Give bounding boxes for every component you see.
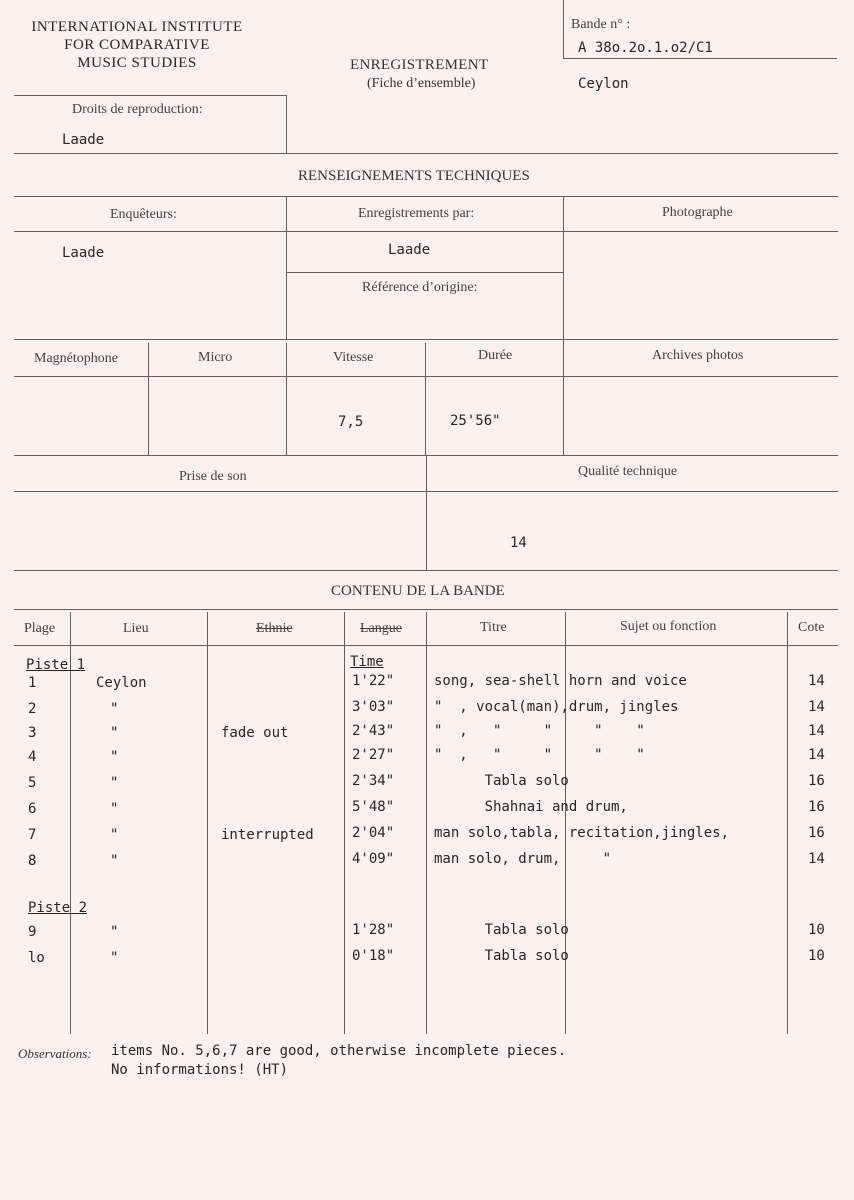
track-ethnie: fade out bbox=[221, 725, 289, 741]
track-time: 2'43" bbox=[352, 723, 395, 739]
institute-line-1: INTERNATIONAL INSTITUTE bbox=[31, 19, 243, 35]
track-lieu: " bbox=[110, 827, 119, 843]
form-title: ENREGISTREMENT bbox=[350, 57, 489, 73]
form-subtitle: (Fiche d’ensemble) bbox=[367, 76, 476, 91]
col-lieu: Lieu bbox=[123, 621, 149, 636]
track-lieu: " bbox=[110, 749, 119, 765]
track-lieu: " bbox=[110, 950, 119, 966]
vitesse-label: Vitesse bbox=[333, 350, 374, 365]
prise-label: Prise de son bbox=[179, 469, 247, 484]
track-ethnie: interrupted bbox=[221, 827, 314, 843]
track-plage: 8 bbox=[28, 853, 37, 869]
qualite-value: 14 bbox=[510, 535, 527, 551]
track-desc: " , " " " " bbox=[434, 723, 645, 739]
track-plage: 1 bbox=[28, 675, 37, 691]
track-cote: 16 bbox=[808, 825, 825, 841]
bande-label: Bande n° : bbox=[571, 17, 631, 32]
track-time: 2'27" bbox=[352, 747, 395, 763]
col-langue: Langue bbox=[360, 621, 402, 636]
col-plage: Plage bbox=[24, 621, 56, 636]
enqueteurs-label: Enquêteurs: bbox=[110, 207, 177, 222]
track-time: 4'09" bbox=[352, 851, 395, 867]
track-lieu: Ceylon bbox=[96, 675, 147, 691]
track-plage: 5 bbox=[28, 775, 37, 791]
track-time: 3'03" bbox=[352, 699, 395, 715]
archives-label: Archives photos bbox=[652, 348, 744, 363]
track-desc: song, sea-shell horn and voice bbox=[434, 673, 687, 689]
track-desc: Tabla solo bbox=[434, 948, 569, 964]
track-lieu: " bbox=[110, 924, 119, 940]
rights-label: Droits de reproduction: bbox=[72, 102, 203, 117]
track-lieu: " bbox=[110, 725, 119, 741]
track-time: 2'04" bbox=[352, 825, 395, 841]
track-plage: 6 bbox=[28, 801, 37, 817]
track-cote: 14 bbox=[808, 699, 825, 715]
magnetophone-label: Magnétophone bbox=[34, 351, 118, 366]
institute-name bbox=[8, 18, 266, 72]
track-cote: 14 bbox=[808, 673, 825, 689]
rights-value: Laade bbox=[62, 132, 105, 148]
col-ethnie: Ethnie bbox=[256, 621, 293, 636]
track-plage: 7 bbox=[28, 827, 37, 843]
track-cote: 10 bbox=[808, 948, 825, 964]
enregistrements-value: Laade bbox=[388, 242, 431, 258]
track-cote: 14 bbox=[808, 723, 825, 739]
track-time: 5'48" bbox=[352, 799, 395, 815]
track-cote: 16 bbox=[808, 773, 825, 789]
track-desc: " , vocal(man),drum, jingles bbox=[434, 699, 679, 715]
reference-label: Référence d’origine: bbox=[362, 280, 478, 295]
col-cote: Cote bbox=[798, 620, 825, 635]
track-cote: 14 bbox=[808, 747, 825, 763]
track-lieu: " bbox=[110, 801, 119, 817]
vitesse-value: 7,5 bbox=[338, 414, 364, 430]
micro-label: Micro bbox=[198, 350, 233, 365]
track-lieu: " bbox=[110, 701, 119, 717]
track-plage: 2 bbox=[28, 701, 37, 717]
track-desc: Tabla solo bbox=[434, 922, 569, 938]
institute-line-2: FOR COMPARATIVE bbox=[64, 37, 210, 53]
track-time: 1'28" bbox=[352, 922, 395, 938]
col-titre: Titre bbox=[480, 620, 507, 635]
track-desc: man solo, drum, " bbox=[434, 851, 612, 867]
time-label: Time bbox=[350, 654, 384, 670]
observations-line-1: items No. 5,6,7 are good, otherwise incomplete pieces. bbox=[111, 1043, 567, 1059]
tech-section-title: RENSEIGNEMENTS TECHNIQUES bbox=[298, 168, 530, 184]
track-time: 1'22" bbox=[352, 673, 395, 689]
track-desc: Tabla solo bbox=[434, 773, 569, 789]
col-sujet: Sujet ou fonction bbox=[620, 619, 717, 634]
track-cote: 16 bbox=[808, 799, 825, 815]
track-cote: 10 bbox=[808, 922, 825, 938]
track-desc: " , " " " " bbox=[434, 747, 645, 763]
piste-1-label: Piste 1 bbox=[26, 657, 86, 673]
track-plage: lo bbox=[28, 950, 45, 966]
observations-label: Observations: bbox=[18, 1046, 92, 1061]
qualite-label: Qualité technique bbox=[578, 464, 678, 479]
track-lieu: " bbox=[110, 853, 119, 869]
enregistrements-label: Enregistrements par: bbox=[358, 206, 475, 221]
track-plage: 4 bbox=[28, 749, 37, 765]
observations-line-2: No informations! (HT) bbox=[111, 1062, 289, 1078]
track-cote: 14 bbox=[808, 851, 825, 867]
track-plage: 9 bbox=[28, 924, 37, 940]
bande-number: A 38o.2o.1.o2/C1 bbox=[578, 40, 713, 56]
piste-2-label: Piste 2 bbox=[28, 900, 88, 916]
photographe-label: Photographe bbox=[662, 205, 733, 220]
duree-label: Durée bbox=[478, 348, 513, 363]
institute-line-3: MUSIC STUDIES bbox=[77, 55, 197, 71]
track-desc: man solo,tabla, recitation,jingles, bbox=[434, 825, 730, 841]
track-plage: 3 bbox=[28, 725, 37, 741]
track-desc: Shahnai and drum, bbox=[434, 799, 628, 815]
duree-value: 25'56" bbox=[450, 413, 501, 429]
contenu-section-title: CONTENU DE LA BANDE bbox=[331, 583, 505, 599]
track-time: 2'34" bbox=[352, 773, 395, 789]
track-lieu: " bbox=[110, 775, 119, 791]
enqueteurs-value: Laade bbox=[62, 245, 105, 261]
country-value: Ceylon bbox=[578, 76, 629, 92]
track-time: 0'18" bbox=[352, 948, 395, 964]
